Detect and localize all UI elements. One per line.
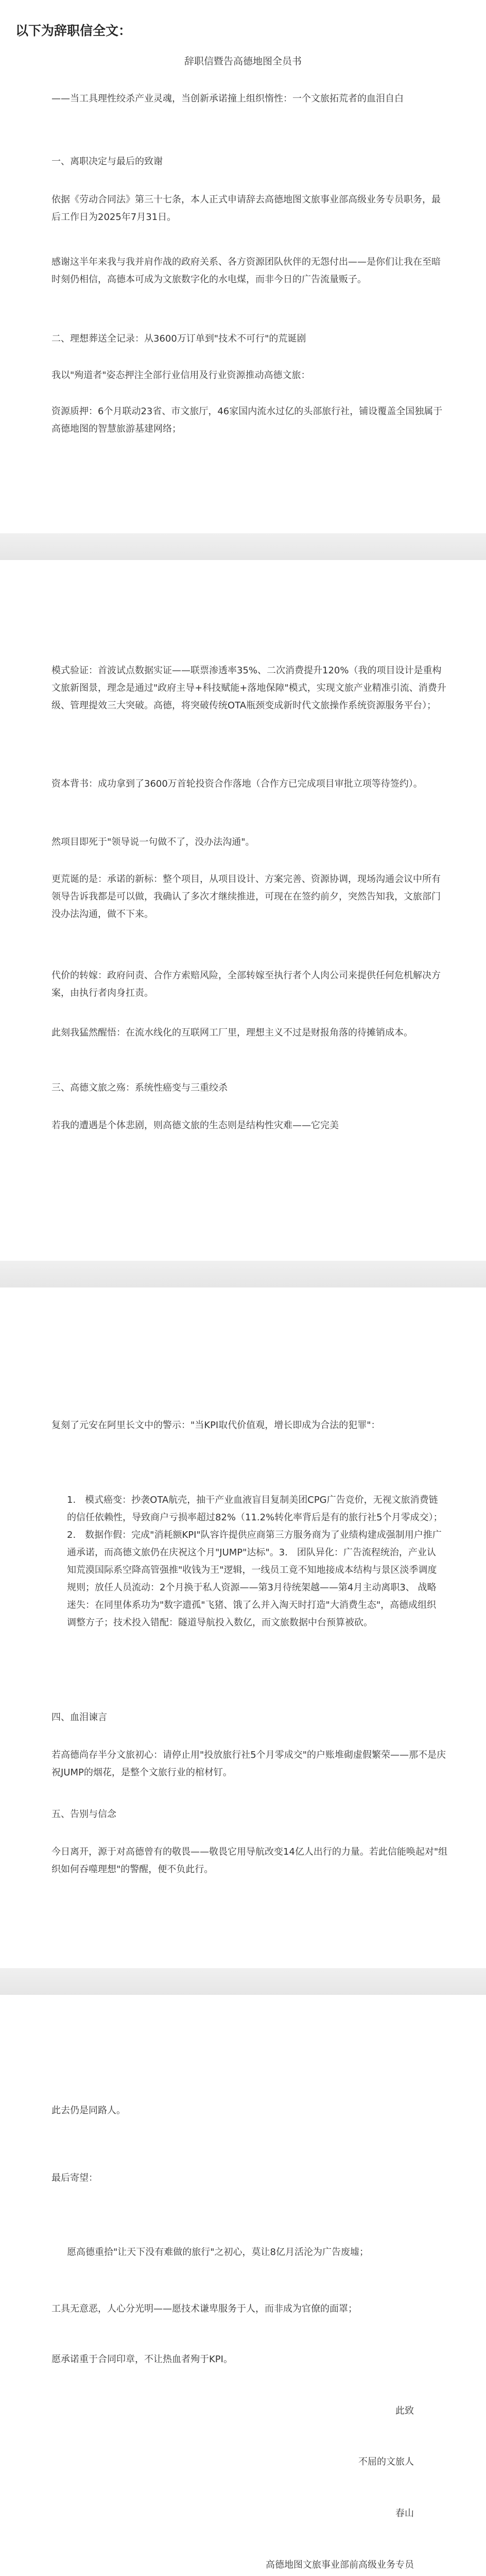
paragraph-last-hope: 最后寄望： (51, 2173, 98, 2183)
paragraph-hope-2: 工具无意恶，人心分光明——愿技术谦卑服务于人，而非成为官僚的面罩； (51, 2303, 357, 2314)
page-title: 以下为辞职信全文： (15, 23, 132, 38)
section-divider (0, 533, 486, 560)
document-title: 辞职信暨告高德地图全员书 (184, 56, 302, 67)
paragraph-awakening: 此刻我猛然醒悟：在流水线化的互联网工厂里，理想主义不过是财报角落的待摊销成本。 (51, 1027, 413, 1038)
paragraph-capital: 资本背书：成功拿到了3600万首轮投资合作落地（合作方已完成项目审批立项等待签约）。 (51, 778, 423, 789)
section-heading-4: 四、血泪谏言 (51, 1712, 107, 1723)
author-name: 春山 (395, 2508, 414, 2519)
author-title: 高德地图文旅事业部前高级业务专员 (266, 2560, 414, 2570)
paragraph-resources: 资源质押：6个月联动23省、市文旅厅，46家国内流水过亿的头部旅行社，铺设覆盖全国独属于高德地图的智慧旅游基建网络； (51, 406, 443, 434)
paragraph-model-validation: 模式验证：首波试点数据实证——联票渗透率35%、二次消费提升120%（我的项目设计是重构文旅新图景，理念是通过"政府主导+科技赋能+落地保障"模式，实现文旅产业精准引流、消费升级、管理提效三大突破。高德，将突破传统OTA瓶颈变成新时代文旅操作系统资源服务平台）； (51, 665, 446, 711)
paragraph-same-path: 此去仍是同路人。 (51, 2105, 126, 2116)
paragraph-hope-1: 愿高德重拾"让天下没有难做的旅行"之初心，莫让8亿月活沦为广告废墟； (67, 2247, 369, 2258)
paragraph-farewell: 今日离开，源于对高德曾有的敬畏——敬畏它用导航改变14亿人出行的力量。若此信能唤起对"组织如何吞噬理想"的警醒，便不负此行。 (51, 1846, 448, 1875)
paragraph-structural-disaster: 若我的遭遇是个体悲剧，则高德文旅的生态则是结构性灾难——它完美 (51, 1120, 339, 1131)
section-heading-5: 五、告别与信念 (51, 1809, 116, 1820)
paragraph-warning: 复刻了元安在阿里长文中的警示："当KPI取代价值观，增长即成为合法的犯罪"： (51, 1420, 380, 1431)
paragraph-thanks: 感谢这半年来我与我并肩作战的政府关系、各方资源团队伙伴的无怨付出——是你们让我在至暗时刻仍相信，高德本可成为文旅数字化的水电煤，而非今日的广告流量贩子。 (51, 257, 441, 285)
closing-salutation: 此致 (395, 2405, 414, 2416)
section-heading-1: 一、离职决定与最后的致谢 (51, 156, 163, 167)
section-divider (0, 1968, 486, 1995)
section-heading-3: 三、高德文旅之殇：系统性癌变与三重绞杀 (51, 1082, 228, 1093)
section-heading-2: 二、理想葬送全记录：从3600万订单到"技术不可行"的荒诞剧 (51, 333, 306, 344)
document-subtitle: ——当工具理性绞杀产业灵魂，当创新承诺撞上组织惰性：一个文旅拓荒者的血泪自白 (51, 93, 404, 104)
section-divider (0, 1261, 486, 1287)
paragraph-resignation: 依据《劳动合同法》第三十七条，本人正式申请辞去高德地图文旅事业部高级业务专员职务，最后工作日为2025年7月31日。 (51, 194, 441, 223)
paragraph-stake: 我以"殉道者"姿态押注全部行业信用及行业资源推动高德文旅： (51, 370, 310, 381)
paragraph-cost-transfer: 代价的转嫁：政府问责、合作方索赔风险，全部转嫁至执行者个人肉公司来提供任何危机解决方案，由执行者肉身扛责。 (51, 970, 441, 998)
paragraph-absurdity: 更荒诞的是：承诺的新标：整个项目，从项目设计、方案完善、资源协调，现场沟通会议中所有领导告诉我都是可以做，我确认了多次才继续推进，可现在在签约前夕，突然告知我，文旅部门没办法沟通，做不下来。 (51, 874, 441, 920)
paragraph-problem-list: 1. 模式癌变：抄袭OTA航壳，抽干产业血液盲目复制美团CPG广告竞价，无视文旅消费链的信任依赖性，导致商户亏损率超过82%（11.2%转化率背后是有的旅行社5个月零成交）；2. 数据作假：完成"消耗额KPI"队容许提供应商第三方服务商为了业绩构建成强制用户推广通承诺，而高德文旅仍在庆祝这个月"JUMP"达标"。3. 团队异化：广告流程统治，产业认知荒漠国际系空降高管强推"收钱为王"逻辑，一线员工竟不知地接成本结构与景区淡季调度规则；放任人员流动：2个月换于私人资源——第3月待统架越——第4月主动离职3、 战略迷失：在同里体系功为"数字遗孤"飞猪、饿了么并入淘天时打造"大消费生态"，高德成组织调整方子；技术投入错配：隧道导航投入数亿，而文旅数据中台预算被砍。 (67, 1495, 443, 1628)
paragraph-advice: 若高德尚存半分文旅初心：请停止用"投放旅行社5个月零成交"的户账堆砌虚假繁荣——那不是庆祝JUMP的烟花，是整个文旅行业的棺材钉。 (51, 1750, 446, 1778)
paragraph-project-death: 然项目即死于"领导说一句做不了，没办法沟通"。 (51, 837, 255, 848)
closing-signoff: 不屈的文旅人 (358, 2456, 414, 2467)
paragraph-hope-3: 愿承诺重于合同印章，不让热血者殉于KPI。 (51, 2354, 233, 2365)
